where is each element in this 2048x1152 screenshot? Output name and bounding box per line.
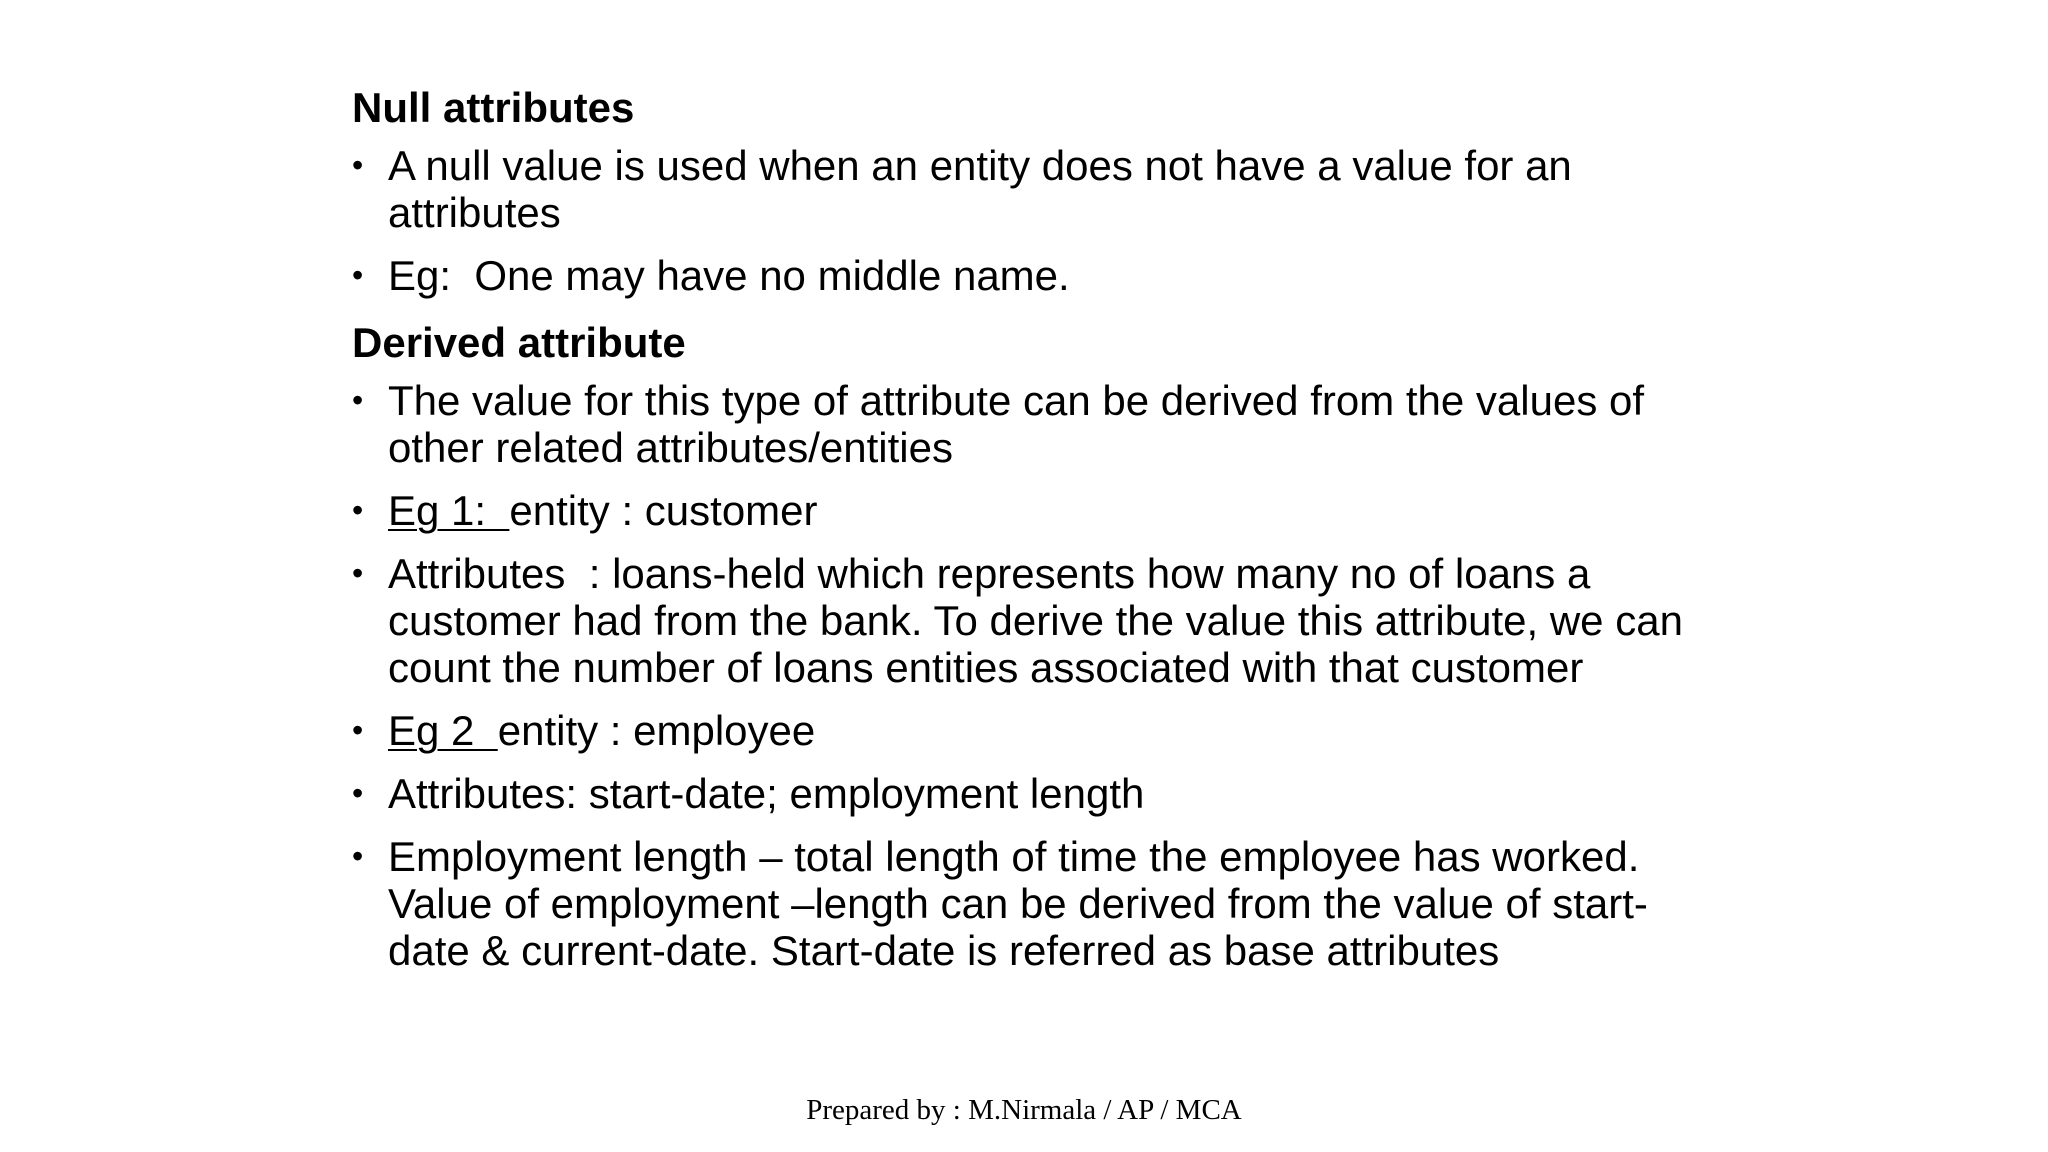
bullet-derived-definition: • The value for this type of attribute can be derived from the values of other related attributes/entities (352, 377, 1722, 471)
footer-credit: Prepared by : M.Nirmala / AP / MCA (806, 1094, 1242, 1126)
example-2-label: Eg 2 (388, 707, 498, 754)
example-1-label: Eg 1: (388, 487, 510, 534)
bullet-employee-attributes: • Attributes: start-date; employment length (352, 770, 1722, 817)
bullet-employment-length: • Employment length – total length of time the employee has worked. Value of employment –length can be derived from the value of start-date & current-date. Start-date is referred as base attributes (352, 833, 1722, 974)
heading-null-attributes: Null attributes (352, 84, 635, 131)
example-2-text: entity : employee (497, 707, 816, 754)
example-1-text: entity : customer (509, 487, 818, 534)
slide-content (352, 80, 1722, 990)
bullet-example-1 (352, 487, 1722, 534)
bullet-loans-held: • Attributes : loans-held which represents how many no of loans a customer had from the bank. To derive the value this attribute, we can count the number of loans entities associated with that customer (352, 550, 1722, 691)
bullet-null-example: • Eg: One may have no middle name. (352, 252, 1722, 299)
bullet-null-definition: • A null value is used when an entity does not have a value for an attributes (352, 142, 1722, 236)
bullet-example-2 (352, 707, 1722, 754)
heading-derived-attribute: Derived attribute (352, 319, 686, 366)
